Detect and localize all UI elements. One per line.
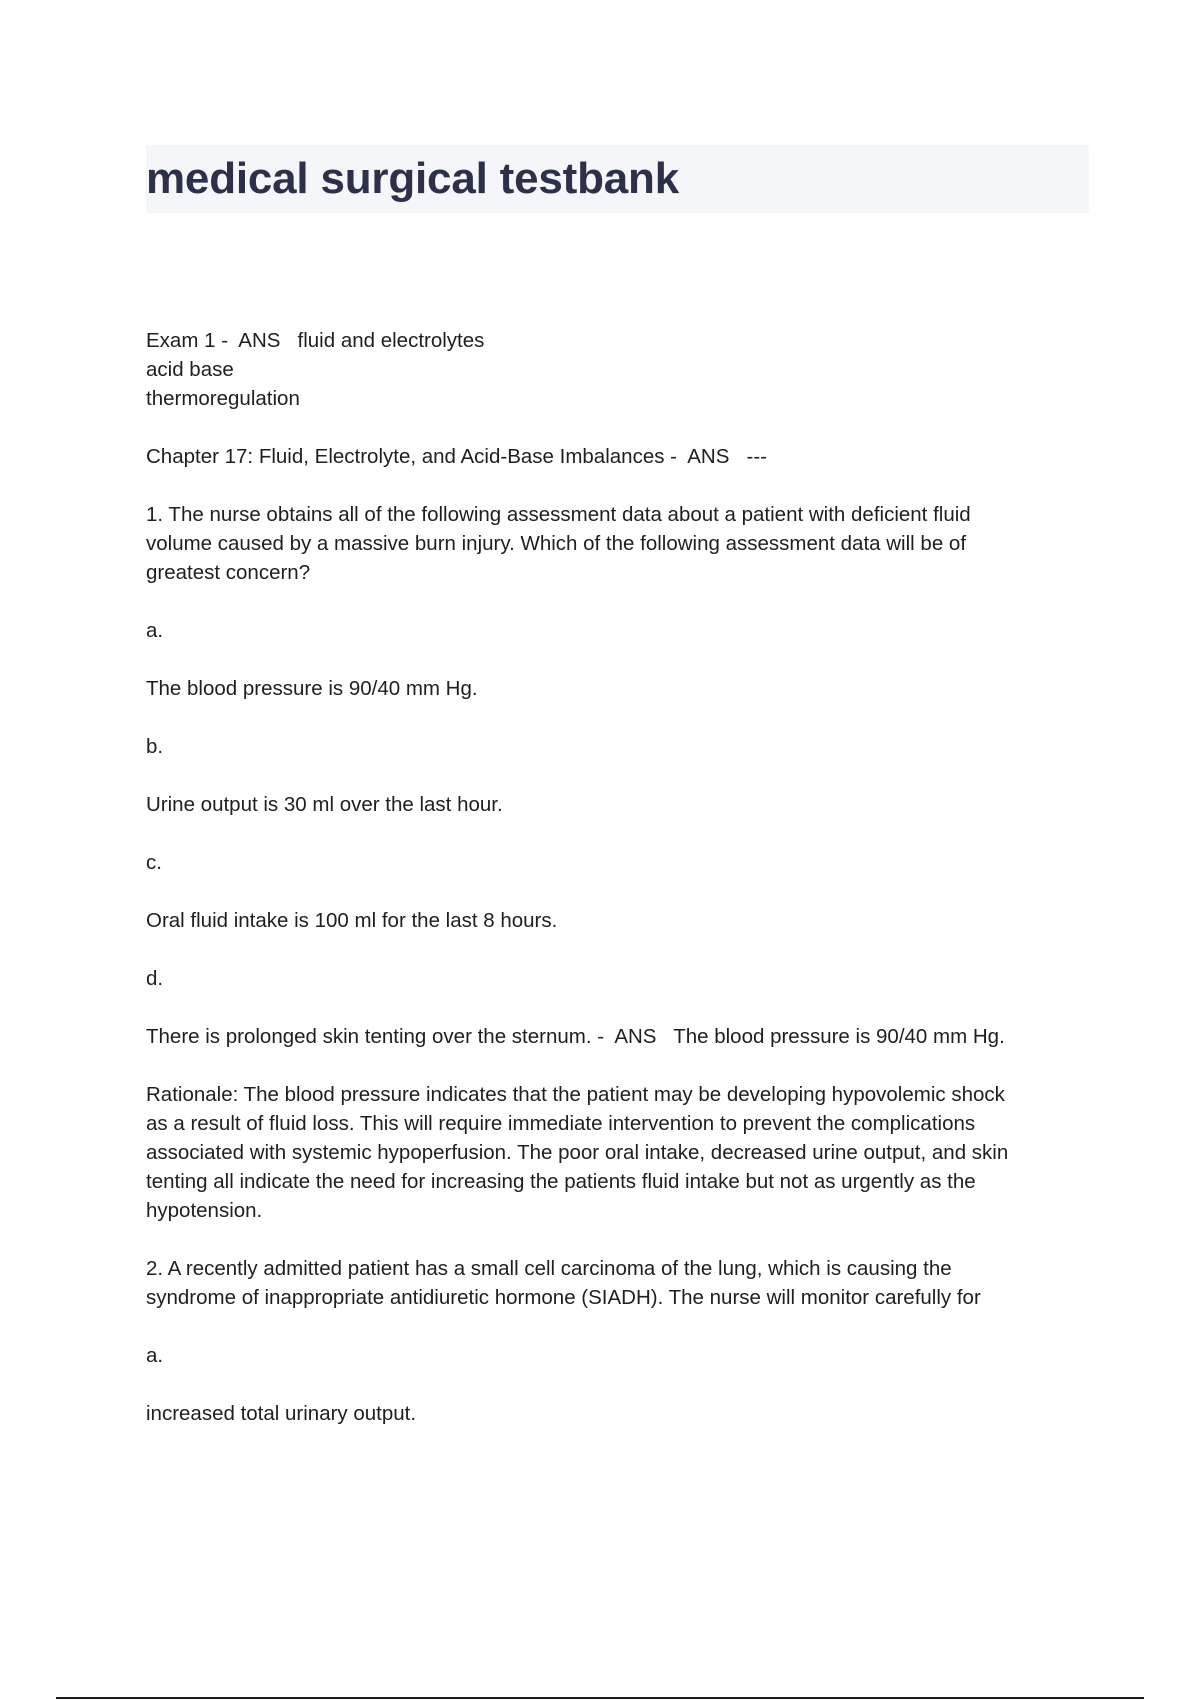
bottom-divider [56,1697,1144,1699]
q1-rationale-line-1: Rationale: The blood pressure indicates that the patient may be developing hypovolemic shock [146,1083,1005,1106]
intro-line-3: thermoregulation [146,387,300,410]
q1-stem-line-3: greatest concern? [146,561,311,584]
q1-rationale-line-3: associated with systemic hypoperfusion. The poor oral intake, decreased urine output, and skin [146,1141,1009,1164]
q1-stem-line-2: volume caused by a massive burn injury. Which of the following assessment data will be of [146,532,967,555]
q1-option-d-text: There is prolonged skin tenting over the sternum. - ANS The blood pressure is 90/40 mm Hg. [146,1025,1005,1048]
chapter-heading: Chapter 17: Fluid, Electrolyte, and Acid-Base Imbalances - ANS --- [146,445,767,468]
q2-option-a-letter: a. [146,1344,164,1367]
q2-option-a-text: increased total urinary output. [146,1402,417,1425]
document-body [146,326,1086,1428]
q1-option-d-letter: d. [146,967,164,990]
q1-rationale-line-2: as a result of fluid loss. This will require immediate intervention to prevent the complications [146,1112,976,1135]
q2-stem-line-1: 2. A recently admitted patient has a small cell carcinoma of the lung, which is causing the [146,1257,952,1280]
q1-option-b-letter: b. [146,735,164,758]
page-title: medical surgical testbank [146,154,679,203]
intro-line-1: Exam 1 - ANS fluid and electrolytes [146,329,485,352]
q2-stem-line-2: syndrome of inappropriate antidiuretic hormone (SIADH). The nurse will monitor carefully for [146,1286,981,1309]
q1-option-c-text: Oral fluid intake is 100 ml for the last 8 hours. [146,909,558,932]
q1-option-b-text: Urine output is 30 ml over the last hour. [146,793,503,816]
q1-rationale-line-5: hypotension. [146,1199,263,1222]
q1-option-a-letter: a. [146,619,164,642]
q1-option-a-text: The blood pressure is 90/40 mm Hg. [146,677,478,700]
q1-option-c-letter: c. [146,851,162,874]
q1-rationale-line-4: tenting all indicate the need for increasing the patients fluid intake but not as urgently as the [146,1170,976,1193]
intro-line-2: acid base [146,358,234,381]
q1-stem-line-1: 1. The nurse obtains all of the following assessment data about a patient with deficient fluid [146,503,971,526]
